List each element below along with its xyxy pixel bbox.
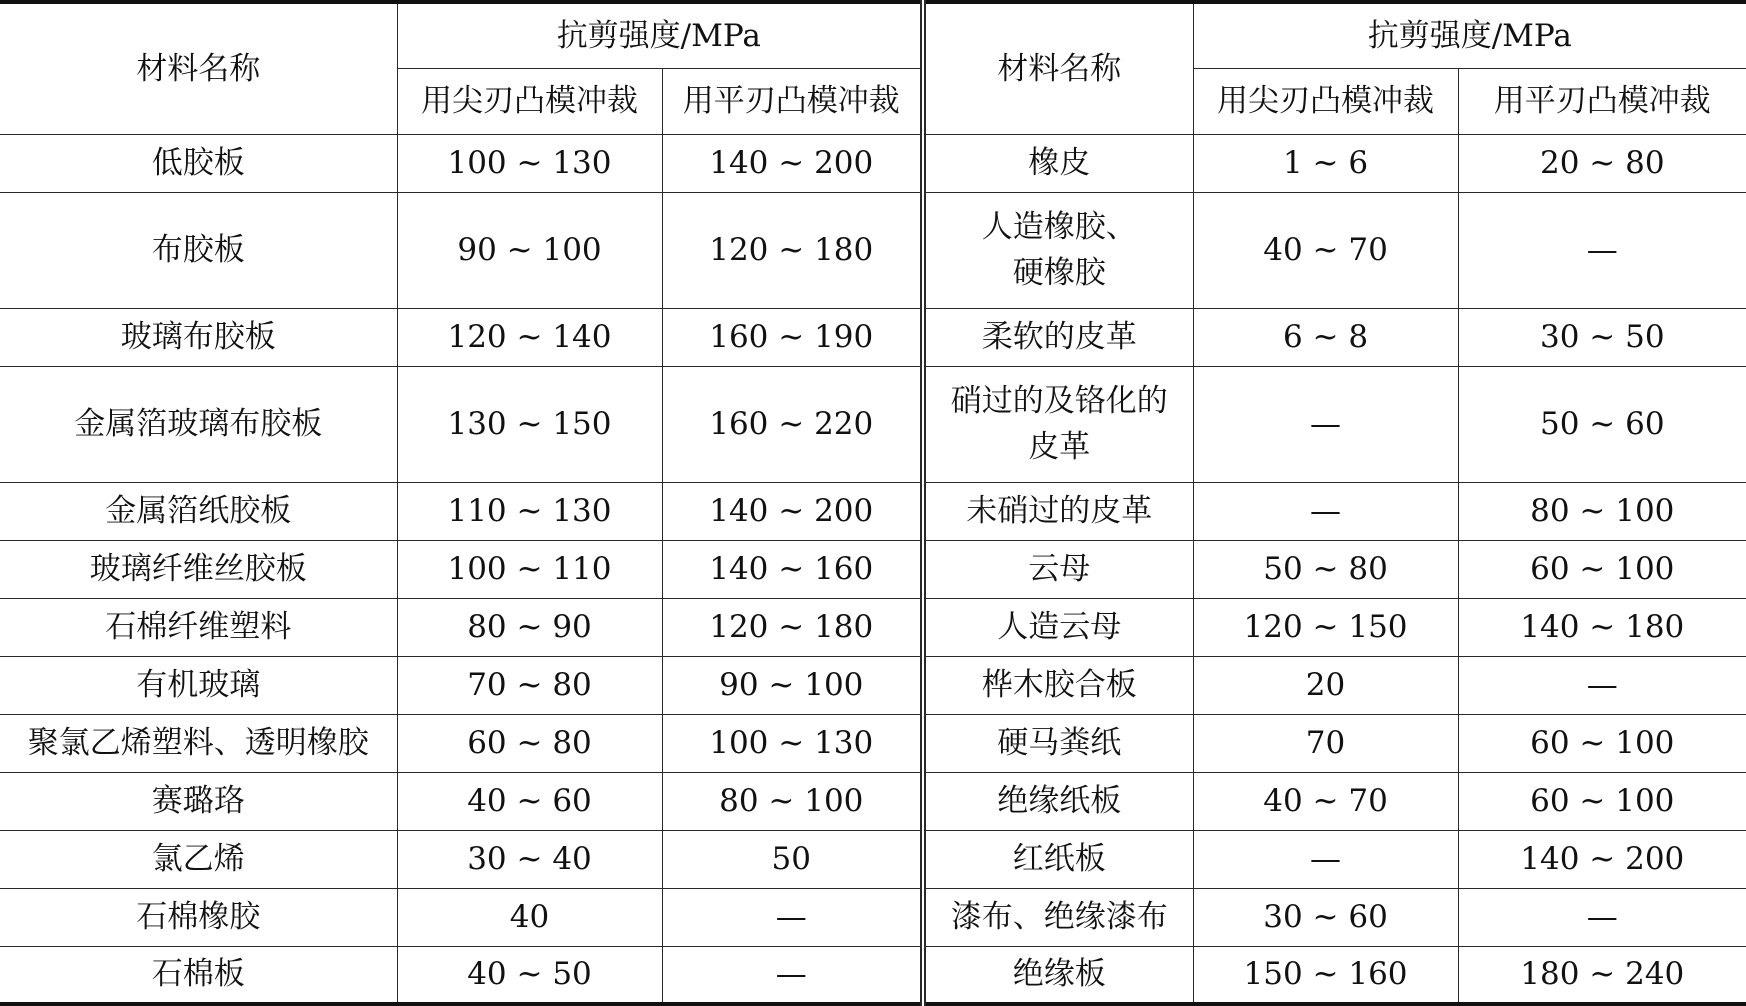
right-sharp-punch-value: 1 ~ 6 (1193, 134, 1458, 192)
right-flat-punch-value: 60 ~ 100 (1458, 714, 1746, 772)
right-sharp-punch-value: 20 (1193, 656, 1458, 714)
left-flat-punch-value: — (662, 888, 923, 946)
left-flat-punch-value: 90 ~ 100 (662, 656, 923, 714)
left-material-name: 石棉橡胶 (0, 888, 397, 946)
right-material-name: 人造橡胶、 硬橡胶 (923, 192, 1193, 308)
right-sharp-punch-value: 6 ~ 8 (1193, 308, 1458, 366)
left-material-name: 金属箔纸胶板 (0, 482, 397, 540)
left-material-name: 布胶板 (0, 192, 397, 308)
left-sharp-punch-value: 90 ~ 100 (397, 192, 662, 308)
left-material-name: 有机玻璃 (0, 656, 397, 714)
table-row (0, 888, 1746, 946)
left-flat-punch-value: 120 ~ 180 (662, 192, 923, 308)
right-material-name: 云母 (923, 540, 1193, 598)
right-sharp-punch-header: 用尖刃凸模冲裁 (1193, 68, 1458, 134)
left-sharp-punch-value: 130 ~ 150 (397, 366, 662, 482)
table-row (0, 192, 1746, 308)
right-sharp-punch-value: — (1193, 830, 1458, 888)
right-flat-punch-value: 180 ~ 240 (1458, 946, 1746, 1004)
right-sharp-punch-value: 40 ~ 70 (1193, 772, 1458, 830)
left-sharp-punch-value: 40 (397, 888, 662, 946)
table-body (0, 134, 1746, 1004)
right-flat-punch-value: 60 ~ 100 (1458, 540, 1746, 598)
right-flat-punch-header: 用平刃凸模冲裁 (1458, 68, 1746, 134)
left-sharp-punch-value: 100 ~ 110 (397, 540, 662, 598)
right-material-name: 红纸板 (923, 830, 1193, 888)
right-sharp-punch-value: 120 ~ 150 (1193, 598, 1458, 656)
left-shear-strength-header: 抗剪强度/MPa (397, 2, 923, 68)
left-flat-punch-value: 160 ~ 220 (662, 366, 923, 482)
right-flat-punch-value: — (1458, 656, 1746, 714)
right-sharp-punch-value: — (1193, 366, 1458, 482)
right-material-name: 绝缘纸板 (923, 772, 1193, 830)
left-sharp-punch-value: 60 ~ 80 (397, 714, 662, 772)
left-material-name: 赛璐珞 (0, 772, 397, 830)
left-sharp-punch-value: 40 ~ 50 (397, 946, 662, 1004)
table-row (0, 772, 1746, 830)
right-sharp-punch-value: 70 (1193, 714, 1458, 772)
right-flat-punch-value: 140 ~ 180 (1458, 598, 1746, 656)
table-row (0, 308, 1746, 366)
left-sharp-punch-value: 70 ~ 80 (397, 656, 662, 714)
left-material-name: 氯乙烯 (0, 830, 397, 888)
table-row (0, 656, 1746, 714)
left-material-name: 玻璃纤维丝胶板 (0, 540, 397, 598)
table-row (0, 366, 1746, 482)
left-material-name: 石棉纤维塑料 (0, 598, 397, 656)
right-material-name: 未硝过的皮革 (923, 482, 1193, 540)
right-flat-punch-value: — (1458, 888, 1746, 946)
table-row (0, 134, 1746, 192)
left-material-name: 聚氯乙烯塑料、透明橡胶 (0, 714, 397, 772)
right-flat-punch-value: 20 ~ 80 (1458, 134, 1746, 192)
table-header (0, 2, 1746, 134)
right-sharp-punch-value: 150 ~ 160 (1193, 946, 1458, 1004)
right-flat-punch-value: 80 ~ 100 (1458, 482, 1746, 540)
left-material-name-header: 材料名称 (0, 2, 397, 134)
left-flat-punch-value: — (662, 946, 923, 1004)
left-sharp-punch-value: 40 ~ 60 (397, 772, 662, 830)
table-row (0, 946, 1746, 1004)
right-sharp-punch-value: 40 ~ 70 (1193, 192, 1458, 308)
left-sharp-punch-value: 100 ~ 130 (397, 134, 662, 192)
left-flat-punch-value: 50 (662, 830, 923, 888)
right-material-name: 人造云母 (923, 598, 1193, 656)
left-material-name: 金属箔玻璃布胶板 (0, 366, 397, 482)
right-flat-punch-value: 50 ~ 60 (1458, 366, 1746, 482)
right-sharp-punch-value: 30 ~ 60 (1193, 888, 1458, 946)
right-material-name: 柔软的皮革 (923, 308, 1193, 366)
left-flat-punch-value: 140 ~ 160 (662, 540, 923, 598)
left-sharp-punch-header: 用尖刃凸模冲裁 (397, 68, 662, 134)
left-material-name: 玻璃布胶板 (0, 308, 397, 366)
left-flat-punch-value: 100 ~ 130 (662, 714, 923, 772)
left-flat-punch-header: 用平刃凸模冲裁 (662, 68, 923, 134)
right-sharp-punch-value: 50 ~ 80 (1193, 540, 1458, 598)
table-row (0, 830, 1746, 888)
left-flat-punch-value: 160 ~ 190 (662, 308, 923, 366)
right-shear-strength-header: 抗剪强度/MPa (1193, 2, 1746, 68)
header-row-top (0, 2, 1746, 68)
right-material-name: 绝缘板 (923, 946, 1193, 1004)
right-flat-punch-value: — (1458, 192, 1746, 308)
left-flat-punch-value: 140 ~ 200 (662, 482, 923, 540)
right-flat-punch-value: 140 ~ 200 (1458, 830, 1746, 888)
right-material-name: 漆布、绝缘漆布 (923, 888, 1193, 946)
left-material-name: 石棉板 (0, 946, 397, 1004)
right-sharp-punch-value: — (1193, 482, 1458, 540)
right-flat-punch-value: 60 ~ 100 (1458, 772, 1746, 830)
left-sharp-punch-value: 80 ~ 90 (397, 598, 662, 656)
left-material-name: 低胶板 (0, 134, 397, 192)
left-flat-punch-value: 140 ~ 200 (662, 134, 923, 192)
right-material-name: 橡皮 (923, 134, 1193, 192)
table-row (0, 482, 1746, 540)
right-material-name: 硝过的及铬化的 皮革 (923, 366, 1193, 482)
left-sharp-punch-value: 30 ~ 40 (397, 830, 662, 888)
table-row (0, 714, 1746, 772)
right-material-name: 桦木胶合板 (923, 656, 1193, 714)
table-row (0, 540, 1746, 598)
right-material-name-header: 材料名称 (923, 2, 1193, 134)
left-flat-punch-value: 80 ~ 100 (662, 772, 923, 830)
right-material-name: 硬马粪纸 (923, 714, 1193, 772)
left-flat-punch-value: 120 ~ 180 (662, 598, 923, 656)
left-sharp-punch-value: 120 ~ 140 (397, 308, 662, 366)
left-sharp-punch-value: 110 ~ 130 (397, 482, 662, 540)
table-row (0, 598, 1746, 656)
right-flat-punch-value: 30 ~ 50 (1458, 308, 1746, 366)
